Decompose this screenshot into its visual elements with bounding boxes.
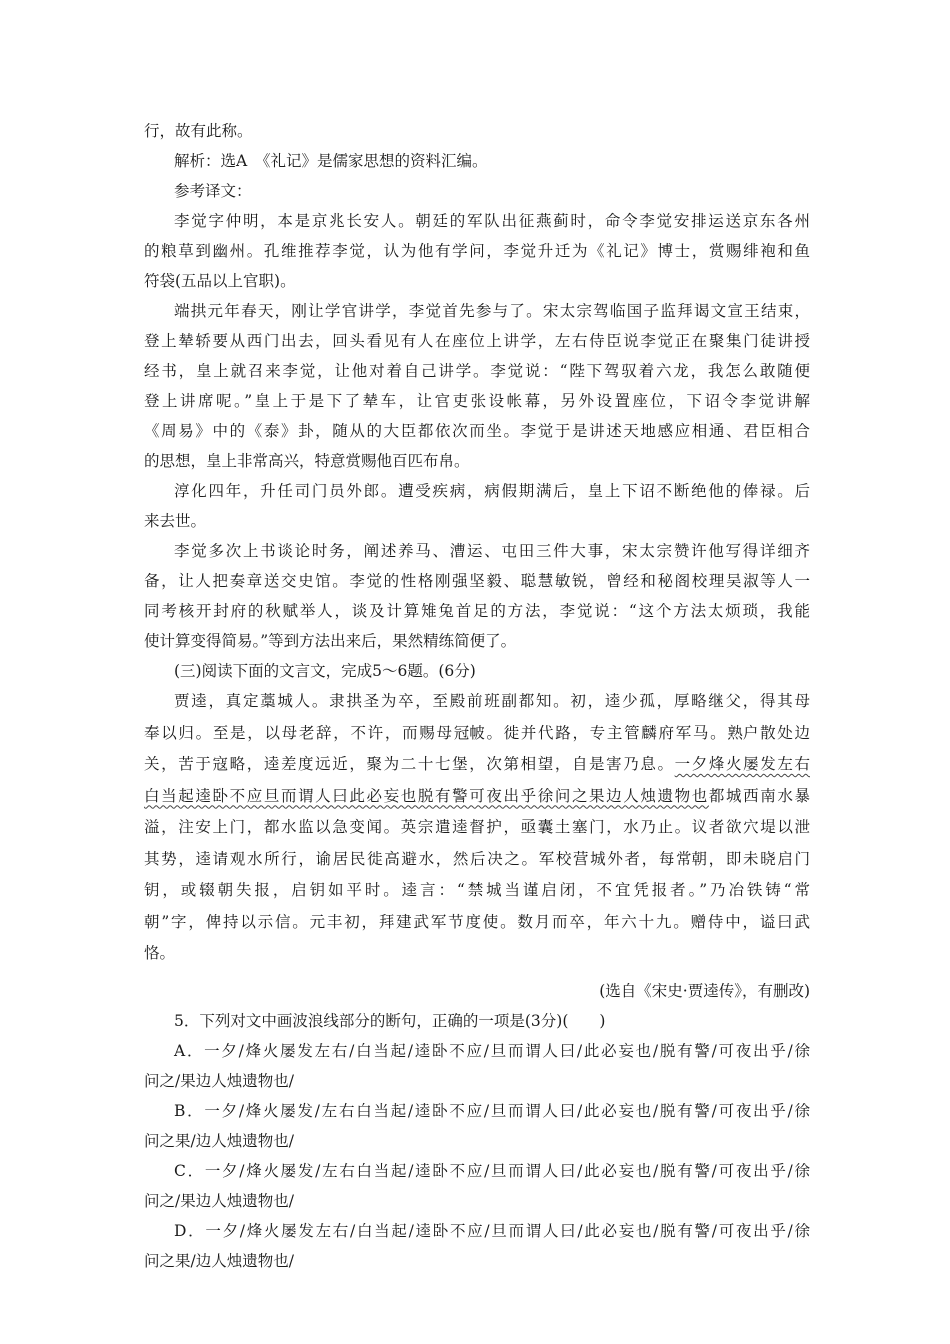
option-c: C．一夕/烽火屡发/左右白当起/逵卧不应/旦而谓人曰/此必妄也/脱有警/可夜出乎/徐 — [174, 1161, 810, 1180]
source-citation: (选自《宋史·贾逵传》，有删改) — [599, 981, 810, 1000]
text-line: 符袋(五品以上官职)。 — [144, 272, 296, 290]
emphasis-char: 朝 — [692, 844, 708, 876]
text-line: 白当起逵卧不应旦而谓人曰此必妄也脱有警可夜出乎徐问之果边人烛遗物也都城西南水暴 — [144, 786, 810, 805]
text-line: 备，让人把奏章送交史馆。李觉的性格刚强坚毅、聪慧敏锐，曾经和秘阁校理吴淑等人一 — [144, 572, 810, 590]
text-line: 淳化四年，升任司门员外郎。遭受疾病，病假期满后，皇上下诏不断绝他的俸禄。后 — [174, 482, 810, 500]
wavy-underline-text: 白当起逵卧不应旦而谓人曰此必妄也脱有警可夜出乎徐问之果边人烛遗物也 — [144, 786, 709, 805]
section-heading: (三)阅读下面的文言文，完成5～6题。(6分) — [174, 662, 476, 680]
text-line: 的思想，皇上非常高兴，特意赏赐他百匹布帛。 — [144, 452, 470, 470]
text-line: 其势，逵请观水所行，谕居民徙高避水，然后决之。军校营城外者，每常朝，即未晓启门 — [144, 844, 810, 876]
text-line: 同考核开封府的秋赋举人，谈及计算雉兔首足的方法，李觉说：“这个方法太烦琐，我能 — [144, 602, 810, 620]
option-b-cont: 问之果/边人烛遗物也/ — [144, 1131, 294, 1150]
wavy-underline-text: 一夕烽火屡发左右 — [674, 755, 810, 773]
text-line: 行，故有此称。 — [144, 122, 253, 140]
question-stem: 5．下列对文中画波浪线部分的断句，正确的一项是(3分)( ) — [174, 1011, 606, 1030]
option-c-cont: 问之/果边人烛遗物也/ — [144, 1191, 294, 1210]
classical-passage — [144, 686, 810, 970]
text-line: 李觉多次上书谈论时务，阐述养马、漕运、屯田三件大事，宋太宗赞许他写得详细齐 — [174, 542, 810, 560]
text-line: 使计算变得简易。”等到方法出来后，果然精练简便了。 — [144, 632, 517, 650]
text-line: 恪。 — [144, 938, 810, 970]
text-line: 的粮草到幽州。孔维推荐李觉，认为他有学问，李觉升迁为《礼记》博士，赏赐绯袍和鱼 — [144, 242, 810, 260]
text-line: 贾逵，真定藁城人。隶拱圣为卒，至殿前班副都知。初，逵少孤，厚略继父，得其母 — [174, 692, 810, 710]
text-line: 钥，或辍朝失报，启钥如平时。逵言：“禁城当谨启闭，不宜凭报者。”乃冶铁铸“常 — [144, 881, 810, 899]
emphasis-char: 熟 — [727, 718, 743, 750]
text-line: 关，苦于寇略，逵差度远近，聚为二十七堡，次第相望，自是害乃息。一夕烽火屡发左右 — [144, 755, 810, 773]
emphasis-char: 帔 — [469, 718, 485, 750]
document-body — [144, 116, 810, 1276]
text-line: 《周易》中的《泰》卦，随从的大臣都依次而坐。李觉于是讲述天地感应相通、君臣相合 — [144, 422, 810, 440]
text-line: 登上讲席呢。”皇上于是下了辇车，让官吏张设帐幕，另外设置座位，下诏令李觉讲解 — [144, 392, 810, 410]
emphasis-char: 常 — [676, 844, 692, 876]
option-b: B．一夕/烽火屡发/左右白当起/逵卧不应/旦而谓人曰/此必妄也/脱有警/可夜出乎/徐 — [174, 1101, 810, 1120]
text-line: 奉以归。至是，以母老辞，不许，而赐母冠帔。徙并代路，专主管麟府军马。熟户散处边 — [144, 718, 810, 750]
translation-heading: 参考译文： — [174, 182, 252, 200]
emphasis-char: 武 — [794, 907, 810, 939]
text-line: 李觉字仲明，本是京兆长安人。朝廷的军队出征燕蓟时，命令李觉安排运送京东各州 — [174, 212, 810, 230]
text-line: 登上辇轿要从西门出去，回头看见有人在座位上讲学，左右侍臣说李觉正在聚集门徒讲授 — [144, 332, 810, 350]
emphasis-char: 冠 — [454, 718, 470, 750]
text-line: 端拱元年春天，刚让学官讲学，李觉首先参与了。宋太宗驾临国子监拜谒文宣王结束， — [174, 302, 810, 320]
option-d: D．一夕/烽火屡发左右/白当起/逵卧不应/旦而谓人曰/此必妄也/脱有警/可夜出乎/徐 — [174, 1221, 810, 1240]
text-line: 溢，注安上门，都水监以急变闻。英宗遣逵督护，亟囊土塞门，水乃止。议者欲穴堤以泄 — [144, 818, 810, 836]
option-d-cont: 问之果/边人烛遗物也/ — [144, 1251, 294, 1270]
text-line: 经书，皇上就召来李觉，让他对着自己讲学。李觉说：“陛下驾驭着六龙，我怎么敢随便 — [144, 362, 810, 380]
option-a: A．一夕/烽火屡发左右/白当起/逵卧不应/旦而谓人曰/此必妄也/脱有警/可夜出乎/徐 — [174, 1041, 810, 1060]
text-line: 朝”字，俾持以示信。元丰初，拜建武军节度使。数月而卒，年六十九。赠侍中，谥曰武 — [144, 907, 810, 939]
emphasis-char: 恪 — [144, 938, 160, 970]
emphasis-char: 户 — [743, 718, 759, 750]
answer-analysis: 解析：选A 《礼记》是儒家思想的资料汇编。 — [174, 152, 488, 170]
text-line: 来去世。 — [144, 512, 207, 530]
option-a-cont: 问之/果边人烛遗物也/ — [144, 1071, 294, 1090]
